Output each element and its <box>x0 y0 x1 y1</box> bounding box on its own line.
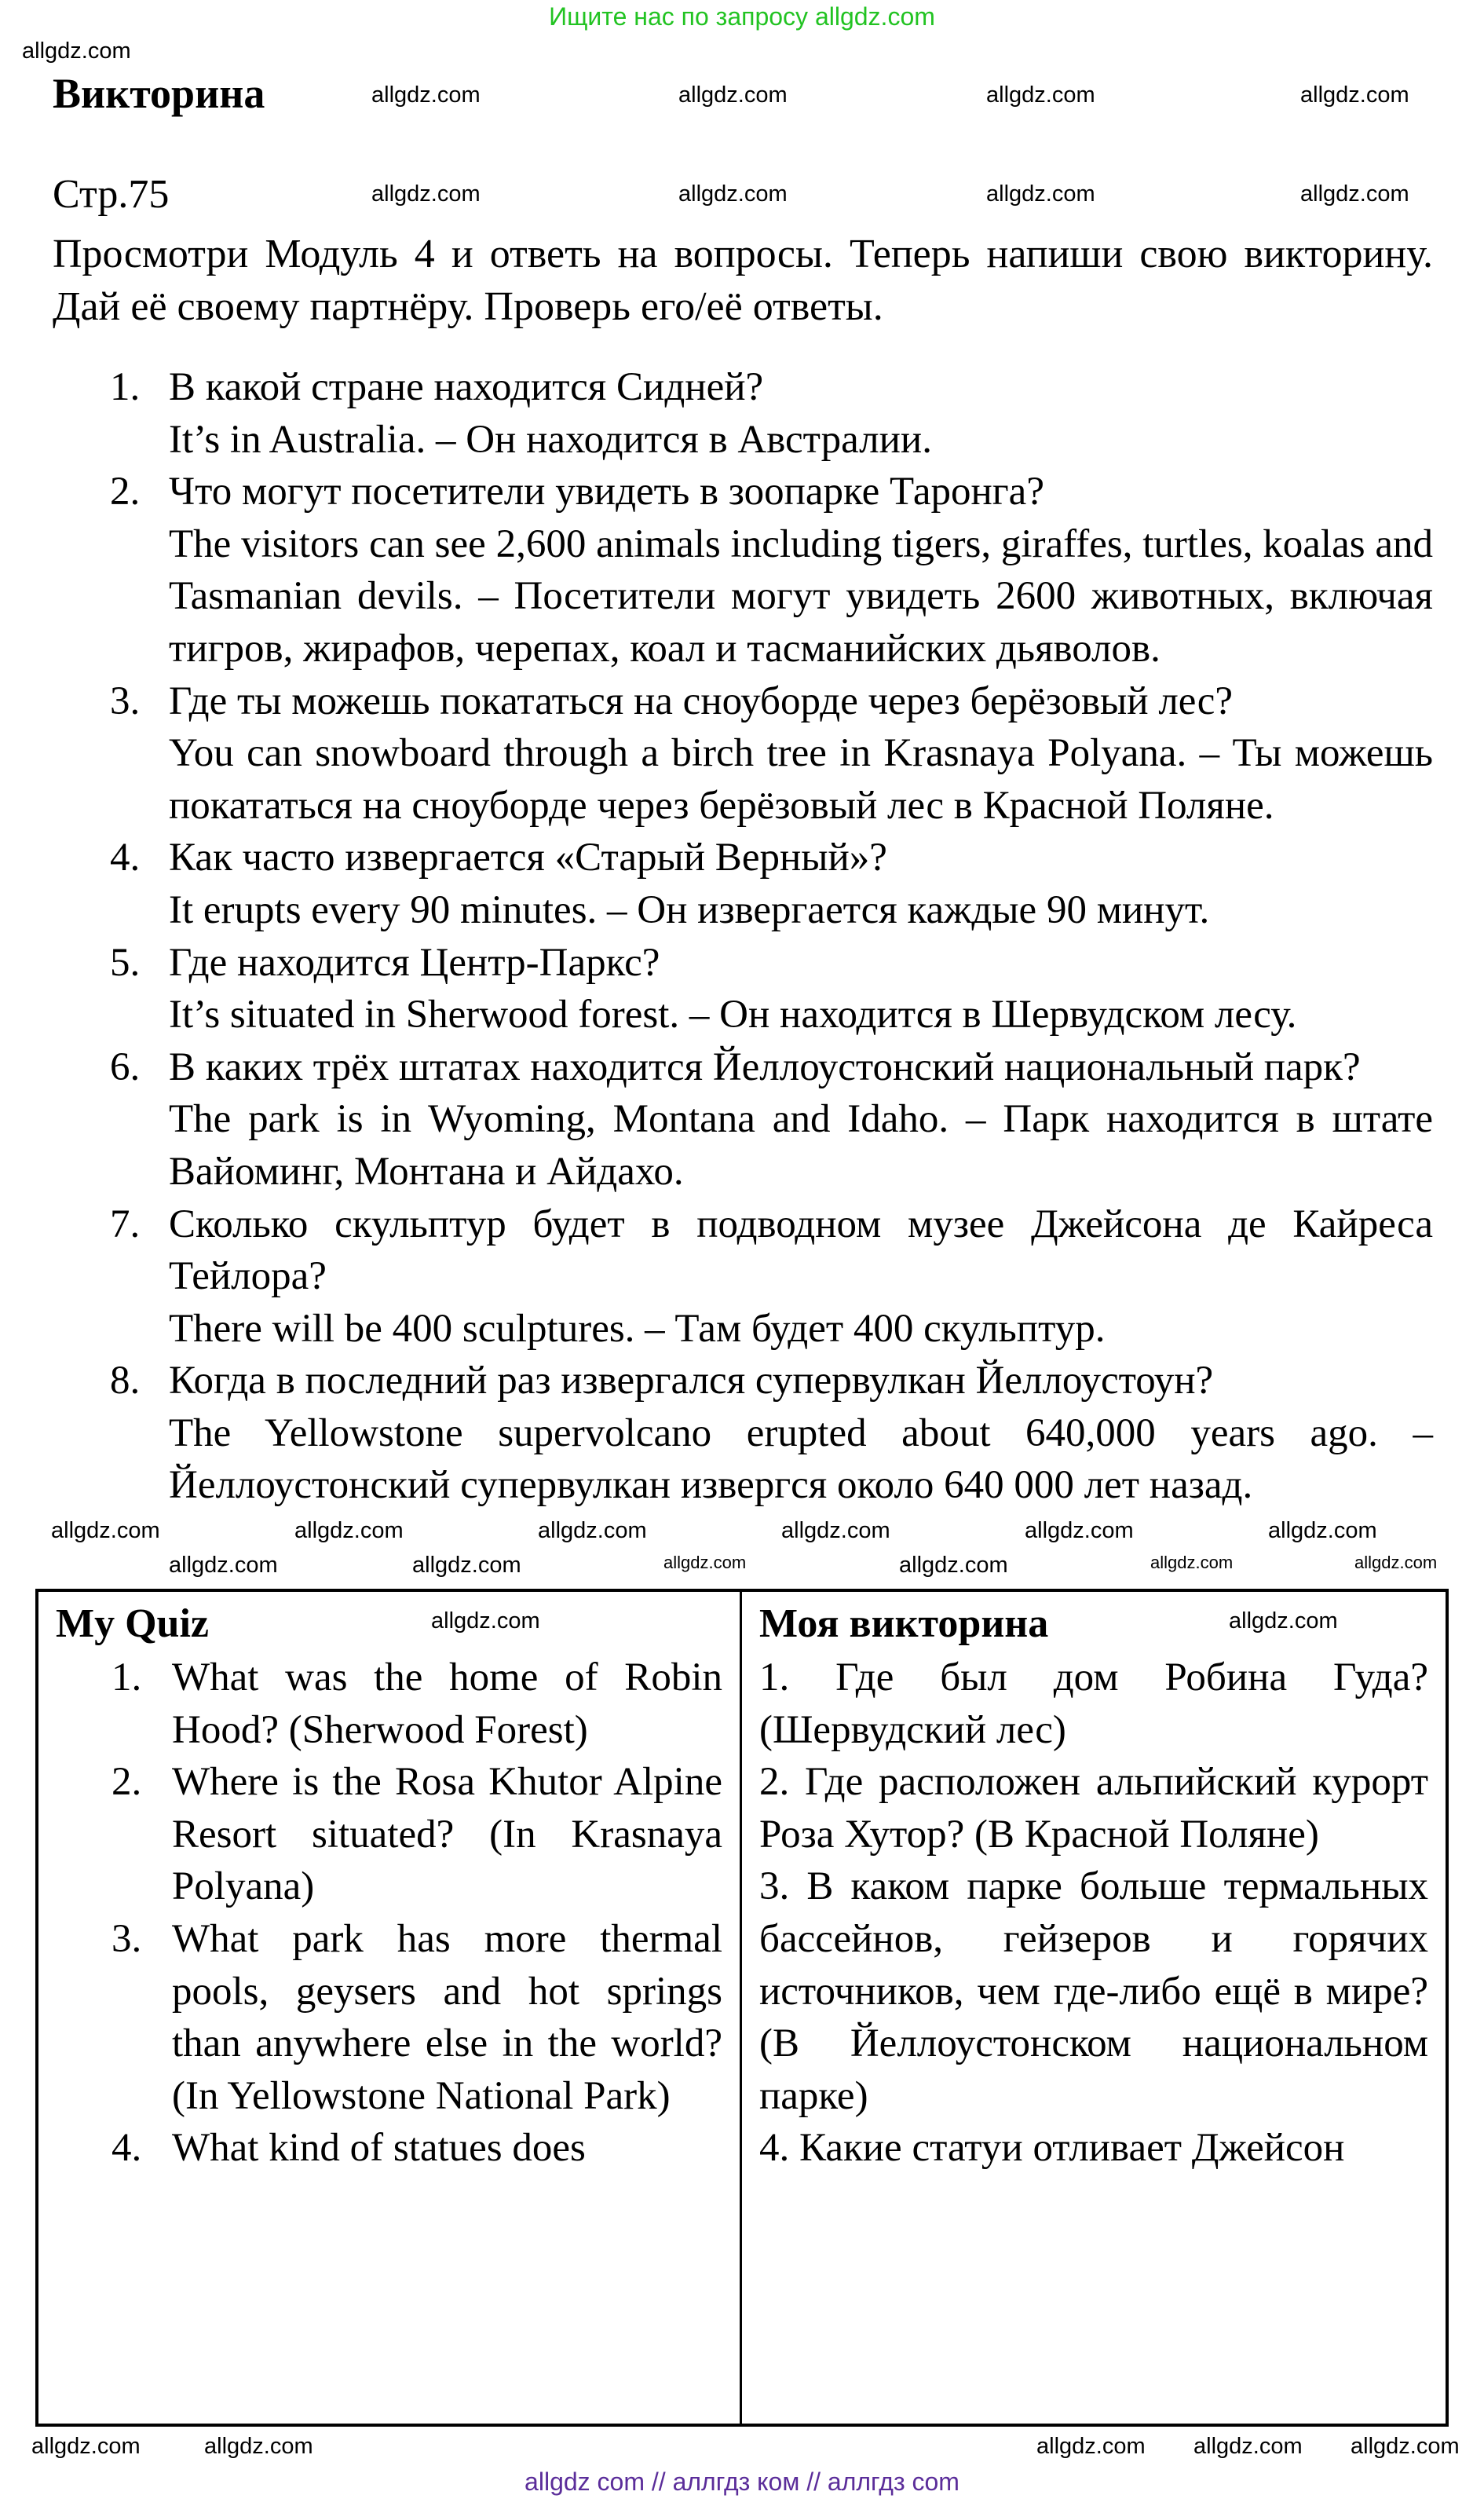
item-number: 4. <box>110 836 141 880</box>
watermark: allgdz.com <box>1025 1518 1134 1544</box>
quiz-question: Where is the Rosa Khutor Alpine Resort situated? (In Krasnaya Polyana) <box>172 1760 722 1909</box>
watermark-row <box>35 1549 1455 1581</box>
item-number: 1. <box>110 365 141 409</box>
watermark: allgdz.com <box>1268 1518 1377 1544</box>
list-item <box>53 1041 1433 1198</box>
watermark: allgdz.com <box>986 181 1095 207</box>
quiz-item: 2. Где расположен альпийский курорт Роза Хутор? (В Красной Поляне) <box>759 1760 1428 1857</box>
watermark: allgdz.com <box>663 1553 747 1573</box>
quiz-item <box>56 1756 722 1913</box>
watermark: allgdz.com <box>1351 2434 1460 2459</box>
watermark: allgdz.com <box>781 1518 890 1544</box>
item-number: 8. <box>110 1359 141 1403</box>
answer: There will be 400 sculptures. – Там будет 400 скульптур. <box>169 1306 1106 1351</box>
watermark: allgdz.com <box>1354 1553 1438 1573</box>
list-item <box>53 1355 1433 1512</box>
watermark: allgdz.com <box>431 1608 540 1634</box>
watermark: allgdz.com <box>899 1553 1008 1579</box>
list-item <box>53 1198 1433 1355</box>
question: Где ты можешь покататься на сноуборде через берёзовый лес? <box>169 679 1233 723</box>
watermark: allgdz.com <box>678 181 788 207</box>
quiz-item <box>56 1652 722 1756</box>
answer: The visitors can see 2,600 animals including tigers, giraffes, turtles, koalas and Tasmanian devils. – Посетители могут увидеть 2600 животных, включая тигров, жирафов, черепах, коал и тасманийских дьяволов. <box>169 521 1433 671</box>
watermark: allgdz.com <box>1036 2434 1146 2459</box>
quiz-item: 4. Какие статуи отливает Джейсон <box>759 2126 1345 2171</box>
item-number: 3. <box>111 1917 142 1962</box>
quiz-table <box>35 1589 1449 2427</box>
footer-links: allgdz com // аллгдз ком // аллгдз com <box>525 2468 959 2496</box>
quiz-question: What kind of statues does <box>172 2126 586 2171</box>
answer: The Yellowstone supervolcano erupted about 640,000 years ago. – Йеллоустонский супервулкан извергся около 640 000 лет назад. <box>169 1410 1433 1508</box>
item-number: 7. <box>110 1202 141 1246</box>
item-number: 2. <box>111 1760 142 1805</box>
content-flow <box>35 361 1455 2427</box>
answer: You can snowboard through a birch tree in Krasnaya Polyana. – Ты можешь покататься на сноуборде через берёзовый лес в Красной Поляне. <box>169 731 1433 828</box>
list-item <box>53 361 1433 466</box>
question: В каких трёх штатах находится Йеллоустонский национальный парк? <box>169 1044 1361 1089</box>
watermark-row <box>35 1515 1455 1546</box>
watermark: allgdz.com <box>31 2434 141 2459</box>
page-title: Викторина <box>53 70 265 117</box>
watermark: allgdz.com <box>986 82 1095 108</box>
watermark: allgdz.com <box>678 82 788 108</box>
watermark: allgdz.com <box>51 1518 160 1544</box>
item-number: 3. <box>110 679 141 723</box>
answer: It’s situated in Sherwood forest. – Он находится в Шервудском лесу. <box>169 993 1297 1037</box>
item-number: 5. <box>110 940 141 985</box>
watermark: allgdz.com <box>22 38 131 64</box>
question: В какой стране находится Сидней? <box>169 365 764 409</box>
answer: It’s in Australia. – Он находится в Австралии. <box>169 417 932 462</box>
answer: The park is in Wyoming, Montana and Idaho. – Парк находится в штате Вайоминг, Монтана и Айдахо. <box>169 1097 1433 1194</box>
quiz-item: 3. В каком парке больше термальных бассейнов, гейзеров и горячих источников, чем где-либо ещё в мире? (В Йеллоустонском национальном парке) <box>759 1864 1428 2118</box>
my-quiz-column <box>38 1592 742 2424</box>
watermark: allgdz.com <box>169 1553 278 1579</box>
my-quiz-title: My Quiz <box>56 1601 209 1647</box>
list-item <box>53 466 1433 675</box>
quiz-item: 1. Где был дом Робина Гуда? (Шервудский лес) <box>759 1655 1428 1752</box>
watermark: allgdz.com <box>204 2434 313 2459</box>
quiz-item <box>56 1913 722 2122</box>
watermark: allgdz.com <box>412 1553 521 1579</box>
quiz-item <box>56 2122 722 2175</box>
watermark: allgdz.com <box>294 1518 404 1544</box>
list-item <box>53 675 1433 832</box>
item-number: 6. <box>110 1044 141 1089</box>
watermark: allgdz.com <box>538 1518 647 1544</box>
item-number: 2. <box>110 470 141 514</box>
quiz-question: What was the home of Robin Hood? (Sherwood Forest) <box>172 1655 722 1752</box>
watermark: allgdz.com <box>1229 1608 1338 1634</box>
watermark: allgdz.com <box>1193 2434 1303 2459</box>
watermark: allgdz.com <box>1150 1553 1234 1573</box>
list-item <box>53 937 1433 1041</box>
search-banner: Ищите нас по запросу allgdz.com <box>549 2 935 31</box>
my-quiz-russian-column <box>742 1592 1446 2424</box>
question: Что могут посетители увидеть в зоопарке Таронга? <box>169 470 1044 514</box>
question: Как часто извергается «Старый Верный»? <box>169 836 887 880</box>
watermark: allgdz.com <box>1300 82 1409 108</box>
task-instructions: Просмотри Модуль 4 и ответь на вопросы. Теперь напиши свою викторину. Дай её своему партнёру. Проверь его/её ответы. <box>53 232 1433 329</box>
my-quiz-russian-title: Моя викторина <box>759 1601 1049 1647</box>
answer: It erupts every 90 minutes. – Он извергается каждые 90 минут. <box>169 887 1210 932</box>
question: Сколько скульптур будет в подводном музее Джейсона де Кайреса Тейлора? <box>169 1202 1433 1299</box>
item-number: 1. <box>111 1655 142 1700</box>
question: Где находится Центр-Паркс? <box>169 940 660 985</box>
question: Когда в последний раз извергался супервулкан Йеллоустоун? <box>169 1359 1214 1403</box>
watermark: allgdz.com <box>1300 181 1409 207</box>
page-number: Стр.75 <box>53 172 170 217</box>
watermark: allgdz.com <box>371 181 481 207</box>
answers-list <box>53 361 1433 1512</box>
list-item <box>53 832 1433 936</box>
quiz-question: What park has more thermal pools, geysers and hot springs than anywhere else in the world? (In Yellowstone National Park) <box>172 1917 722 2118</box>
watermark: allgdz.com <box>371 82 481 108</box>
item-number: 4. <box>111 2126 142 2171</box>
